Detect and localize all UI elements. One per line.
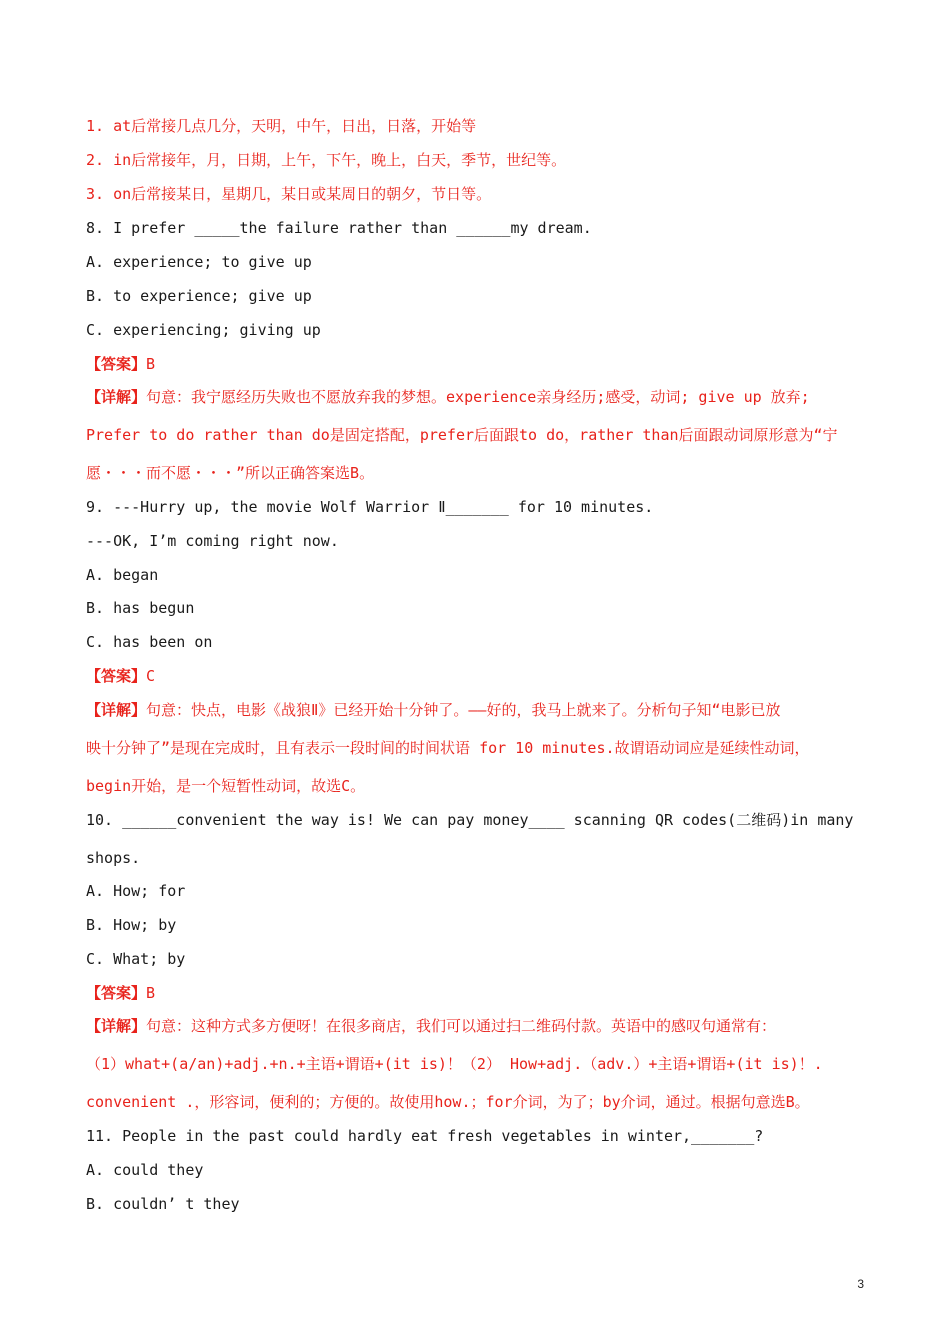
question-8-answer <box>86 353 155 375</box>
note-on: 3. on后常接某日，星期几，某日或某周日的朝夕，节日等。 <box>86 185 492 203</box>
question-8-option-b: B. to experience; give up <box>86 287 312 305</box>
question-9-option-c: C. has been on <box>86 633 213 651</box>
answer-value: B <box>146 355 156 373</box>
answer-label: 【答案】 <box>86 355 147 373</box>
question-8-stem: 8. I prefer _____the failure rather than ______my dream. <box>86 219 592 237</box>
question-10-stem-line-2: shops. <box>86 849 141 867</box>
question-9-answer <box>86 665 155 687</box>
question-11-stem: 11. People in the past could hardly eat fresh vegetables in winter,_______? <box>86 1127 764 1145</box>
answer-label: 【答案】 <box>86 667 147 685</box>
question-10-answer <box>86 982 155 1004</box>
note-at: 1. at后常接几点几分，天明，中午，日出，日落，开始等 <box>86 117 477 135</box>
question-10-detail-line-1 <box>86 1015 776 1037</box>
answer-label: 【答案】 <box>86 984 147 1002</box>
question-10-option-a: A. How; for <box>86 882 186 900</box>
question-9-stem-line-1: 9. ---Hurry up, the movie Wolf Warrior Ⅱ_______ for 10 minutes. <box>86 498 654 516</box>
question-8-detail-line-2: Prefer to do rather than do是固定搭配，prefer后面跟to do，rather than后面跟动词原形意为“宁 <box>86 426 838 444</box>
question-9-detail-line-1 <box>86 699 781 721</box>
question-10-detail-line-2: （1）what+(a/an)+adj.+n.+主语+谓语+(it is)！（2） How+adj.（adv.）+主语+谓语+(it is)！. <box>86 1055 823 1073</box>
question-10-option-b: B. How; by <box>86 916 177 934</box>
page-number: 3 <box>857 1277 864 1291</box>
detail-text: 句意：这种方式多方便呀！在很多商店，我们可以通过扫二维码付款。英语中的感叹句通常有： <box>146 1017 777 1035</box>
question-11-option-b: B. couldn’ t they <box>86 1195 240 1213</box>
note-in: 2. in后常接年，月，日期，上午，下午，晚上，白天，季节，世纪等。 <box>86 151 567 169</box>
detail-text: 句意：快点，电影《战狼Ⅱ》已经开始十分钟了。——好的，我马上就来了。分析句子知“电影已放 <box>146 701 781 719</box>
answer-value: B <box>146 984 156 1002</box>
question-8-option-c: C. experiencing; giving up <box>86 321 321 339</box>
answer-value: C <box>146 667 156 685</box>
document-page <box>86 0 876 1344</box>
question-9-detail-line-3: begin开始，是一个短暂性动词，故选C。 <box>86 777 366 795</box>
question-8-option-a: A. experience; to give up <box>86 253 312 271</box>
question-10-option-c: C. What; by <box>86 950 186 968</box>
question-9-stem-line-2: ---OK, I’m coming right now. <box>86 532 339 550</box>
question-9-option-b: B. has begun <box>86 599 195 617</box>
question-9-detail-line-2: 映十分钟了”是现在完成时，且有表示一段时间的时间状语 for 10 minutes.故谓语动词应是延续性动词， <box>86 739 810 757</box>
detail-text: 句意：我宁愿经历失败也不愿放弃我的梦想。experience亲身经历;感受，动词; give up 放弃; <box>146 388 810 406</box>
detail-label: 【详解】 <box>86 388 147 406</box>
question-11-option-a: A. could they <box>86 1161 204 1179</box>
question-8-detail-line-1 <box>86 386 810 408</box>
question-10-stem-line-1: 10. ______convenient the way is! We can pay money____ scanning QR codes(二维码)in many <box>86 811 854 829</box>
question-8-detail-line-3: 愿・・・而不愿・・・”所以正确答案选B。 <box>86 464 375 482</box>
detail-label: 【详解】 <box>86 1017 147 1035</box>
question-9-option-a: A. began <box>86 566 159 584</box>
question-10-detail-line-3: convenient .，形容词，便利的；方便的。故使用how.；for介词，为了；by介词，通过。根据句意选B。 <box>86 1093 810 1111</box>
detail-label: 【详解】 <box>86 701 147 719</box>
